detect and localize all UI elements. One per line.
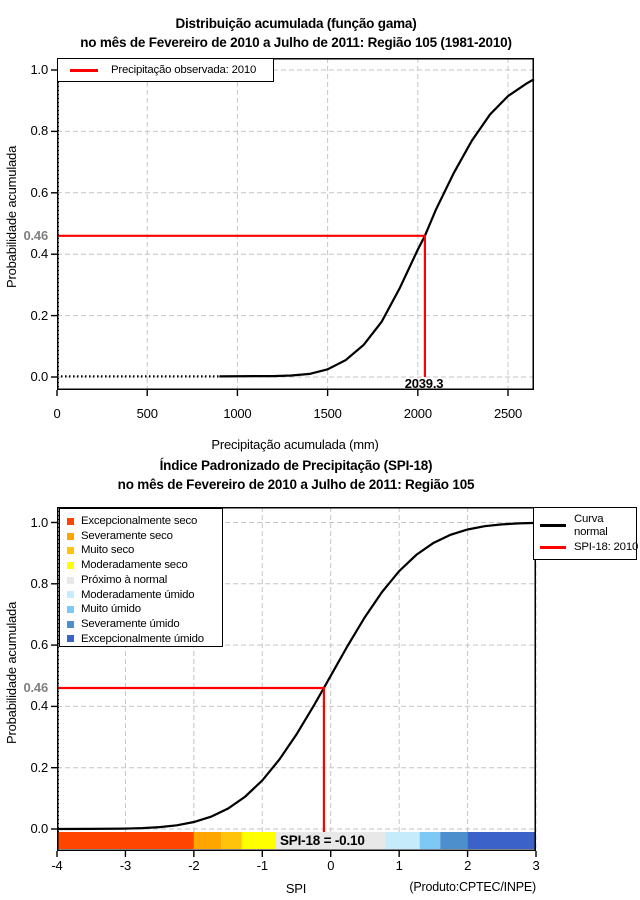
category-color-swatch-icon — [67, 606, 74, 613]
chart2-category-legend — [59, 508, 223, 647]
x-tick-label: -1 — [256, 858, 268, 873]
spi-colorbar-segment — [385, 832, 419, 849]
spi-colorbar-segment — [420, 832, 441, 849]
y-tick-label: 0.2 — [30, 307, 48, 323]
spi-colorbar-segment — [221, 832, 242, 849]
category-legend-item — [67, 514, 222, 529]
x-tick-label: 0 — [53, 406, 61, 421]
x-tick-label: -2 — [188, 858, 200, 873]
category-color-swatch-icon — [67, 591, 74, 598]
category-legend-label: Próximo à normal — [81, 573, 168, 586]
category-color-swatch-icon — [67, 621, 74, 628]
chart1-legend-label: Precipitação observada: 2010 — [111, 63, 257, 76]
y-tick-label: 0.0 — [30, 821, 48, 836]
y-tick-label: 0.8 — [30, 123, 48, 139]
chart2-subtitle: no mês de Fevereiro de 2010 a Julho de 2011: Região 105 — [117, 477, 475, 492]
chart1-xaxis-label: Precipitação acumulada (mm) — [211, 437, 379, 452]
category-legend-label: Moderadamente úmido — [81, 588, 195, 601]
legend-item-spi18-2010 — [540, 539, 639, 556]
category-legend-item — [67, 543, 222, 558]
category-color-swatch-icon — [67, 562, 74, 569]
category-legend-item — [67, 558, 222, 573]
chart1-legend — [57, 58, 274, 82]
category-color-swatch-icon — [67, 547, 74, 554]
category-legend-item — [67, 529, 222, 544]
chart1-title: Distribuição acumulada (função gama) — [175, 16, 417, 31]
y-tick-label: 1.0 — [30, 514, 48, 530]
spi-colorbar-segment — [440, 832, 467, 849]
category-legend-label: Moderadamente seco — [81, 559, 188, 572]
category-legend-label: Severamente úmido — [81, 617, 180, 630]
y-tick-label: 0.2 — [30, 759, 48, 775]
category-legend-label: Muito úmido — [81, 603, 141, 616]
x-tick-label: 2500 — [493, 406, 523, 421]
black-line-sample-icon — [540, 524, 566, 527]
y-tick-label: 0.6 — [30, 637, 48, 653]
category-color-swatch-icon — [67, 518, 74, 525]
category-color-swatch-icon — [67, 577, 74, 584]
red-line-sample-icon — [70, 69, 98, 72]
category-legend-item — [67, 573, 222, 588]
category-color-swatch-icon — [67, 533, 74, 540]
y-tick-label: 0.4 — [30, 246, 48, 262]
legend-label-spi18-2010: SPI-18: 2010 — [574, 541, 639, 554]
spi-value-label: SPI-18 = -0.10 — [280, 833, 365, 848]
annotation-lines — [57, 688, 324, 832]
chart1-subtitle: no mês de Fevereiro de 2010 a Julho de 2011: Região 105 (1981-2010) — [80, 35, 512, 50]
category-legend-label: Severamente seco — [81, 529, 173, 542]
y-tick-label: 0.4 — [30, 698, 48, 714]
x-tick-label: -4 — [51, 858, 63, 873]
legend-item-curva-normal — [540, 512, 636, 539]
category-legend-label: Excepcionalmente seco — [81, 515, 198, 528]
y-tick-label: 0.6 — [30, 184, 48, 200]
red-line-sample-icon — [540, 546, 566, 549]
x-tick-label: -3 — [119, 858, 131, 873]
category-legend-item — [67, 617, 222, 632]
plot-frame — [58, 59, 534, 390]
chart1-plot-area — [57, 58, 534, 390]
category-legend-item — [67, 587, 222, 602]
chart1-precipitation-annotation: 2039.3 — [404, 376, 444, 391]
y-tick-label: 0.0 — [30, 369, 48, 384]
category-legend-item — [67, 632, 222, 647]
category-color-swatch-icon — [67, 635, 74, 642]
x-tick-label: 1 — [395, 858, 403, 873]
chart1-probability-annotation: 0.46 — [23, 228, 48, 243]
chart2-title: Índice Padronizado de Precipitação (SPI-18) — [159, 458, 433, 473]
spi-colorbar-segment — [242, 832, 276, 849]
x-tick-label: 3 — [532, 858, 540, 873]
x-tick-label: 2 — [464, 858, 472, 873]
spi-colorbar-segment — [57, 832, 194, 849]
chart2-probability-annotation: 0.46 — [23, 680, 48, 695]
product-credit: (Produto:CPTEC/INPE) — [409, 880, 536, 894]
chart2-title-block — [0, 456, 592, 494]
chart1-yaxis-label: Probabilidade acumulada — [4, 145, 19, 288]
x-tick-label: 2000 — [403, 406, 432, 421]
x-tick-label: 1000 — [223, 406, 252, 421]
x-tick-label: 500 — [136, 406, 158, 421]
chart2-series-legend — [533, 507, 637, 560]
x-tick-label: 0 — [327, 858, 335, 873]
x-tick-label: 1500 — [313, 406, 342, 421]
chart2-yaxis-label: Probabilidade acumulada — [4, 601, 19, 744]
y-tick-label: 1.0 — [30, 62, 48, 77]
series-curve — [219, 79, 534, 376]
spi-colorbar-segment — [194, 832, 221, 849]
chart2-xaxis-label: SPI — [285, 881, 307, 896]
annotation-lines — [57, 236, 425, 377]
chart1-title-block — [0, 14, 592, 52]
y-tick-label: 0.8 — [30, 575, 48, 591]
category-legend-label: Excepcionalmente úmido — [81, 632, 204, 645]
category-legend-item — [67, 602, 222, 617]
legend-label-curva-normal: Curva normal — [574, 513, 608, 538]
spi-colorbar-segment — [468, 832, 536, 849]
category-legend-label: Muito seco — [81, 544, 135, 557]
